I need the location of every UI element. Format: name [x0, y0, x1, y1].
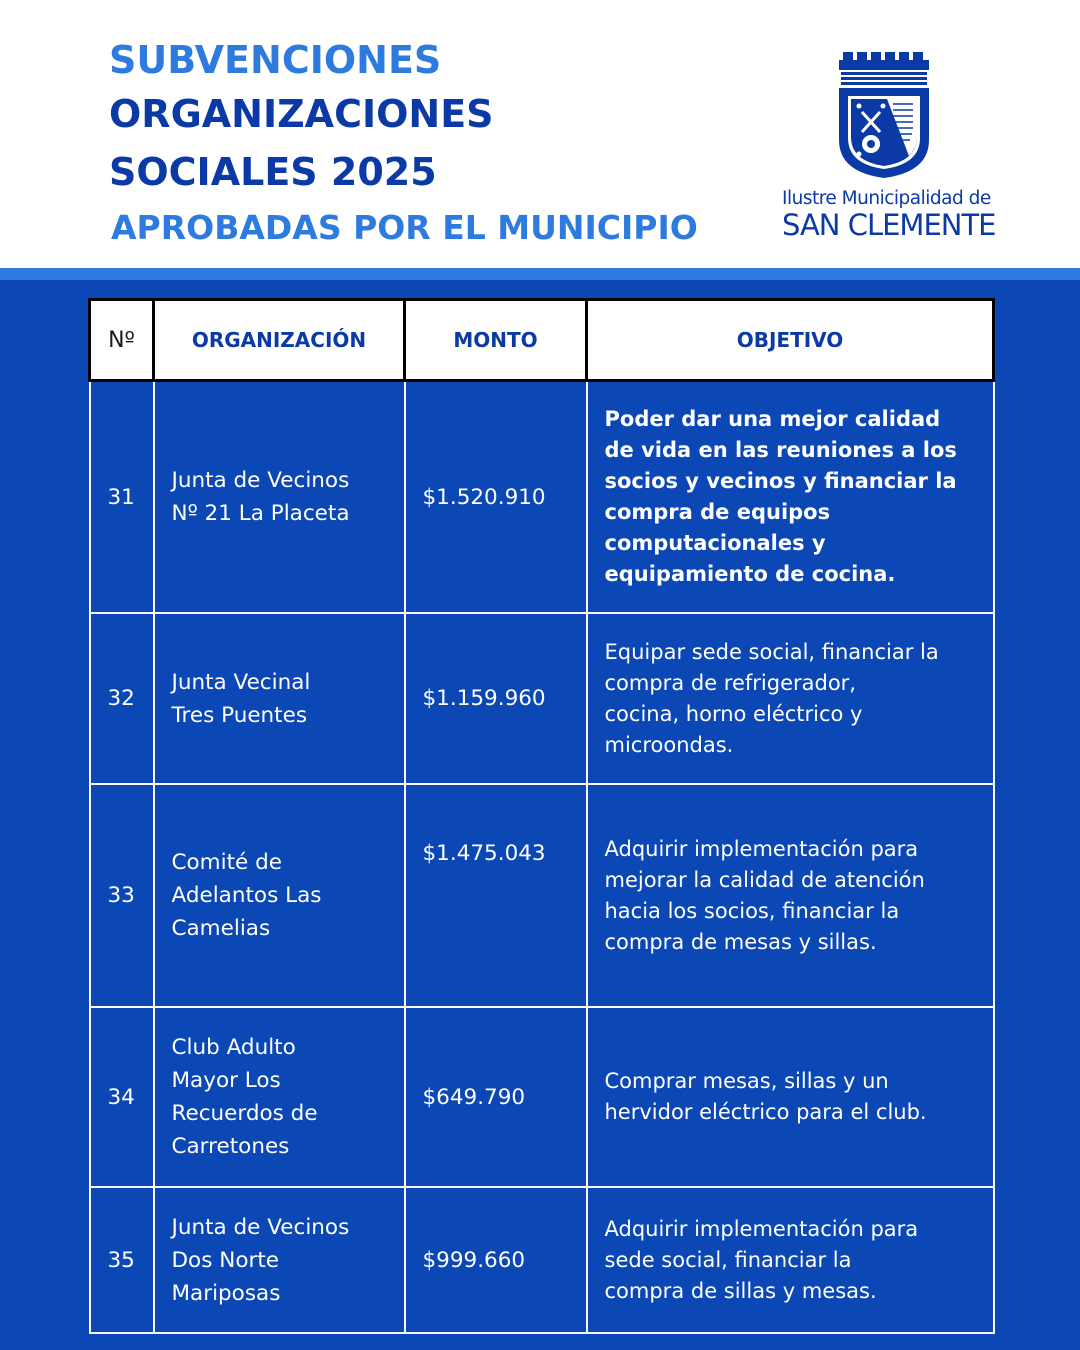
objective-line: computacionales y — [604, 531, 826, 555]
objective-line: compra de equipos — [604, 500, 831, 524]
row-number: 33 — [90, 784, 154, 1007]
objective-line: compra de sillas y mesas. — [604, 1278, 877, 1303]
table-row — [90, 1007, 994, 1187]
row-objective — [587, 1187, 994, 1333]
row-number: 35 — [90, 1187, 154, 1333]
municipal-shield-icon — [835, 48, 935, 180]
row-organization — [154, 1187, 405, 1333]
objective-line: socios y vecinos y financiar la — [604, 469, 957, 493]
row-amount: $999.660 — [405, 1187, 587, 1333]
org-line: Junta de Vecinos — [171, 1214, 350, 1240]
objective-line: hacia los socios, financiar la — [604, 898, 900, 923]
header — [0, 0, 1080, 268]
objective-line: mejorar la calidad de atención — [604, 867, 925, 892]
row-number: 34 — [90, 1007, 154, 1187]
objective-line: compra de refrigerador, — [604, 670, 856, 695]
org-line: Camelias — [171, 916, 271, 941]
org-line: Tres Puentes — [171, 702, 308, 728]
row-objective — [587, 1007, 994, 1187]
objective-line: equipamiento de cocina. — [604, 562, 896, 586]
table-row — [90, 381, 994, 614]
org-line: Nº 21 La Placeta — [171, 501, 350, 526]
table-row — [90, 1187, 994, 1333]
objective-line: microondas. — [604, 732, 734, 757]
org-line: Mayor Los — [171, 1068, 281, 1093]
logo-text-municipality: Ilustre Municipalidad de — [782, 188, 991, 209]
objective-line: Equipar sede social, financiar la — [604, 639, 939, 664]
objective-line: cocina, horno eléctrico y — [604, 701, 863, 726]
row-organization — [154, 613, 405, 784]
objective-line: sede social, financiar la — [604, 1247, 852, 1272]
row-amount: $649.790 — [405, 1007, 587, 1187]
table-header-row — [90, 300, 994, 381]
row-number: 31 — [90, 381, 154, 614]
title-line-2: ORGANIZACIONES — [109, 92, 494, 136]
logo-text-city: SAN CLEMENTE — [782, 208, 996, 242]
header-organization: ORGANIZACIÓN — [154, 300, 405, 381]
subtitle: APROBADAS POR EL MUNICIPIO — [111, 208, 698, 247]
row-organization — [154, 1007, 405, 1187]
objective-line: Adquirir implementación para — [604, 836, 919, 861]
row-amount: $1.159.960 — [405, 613, 587, 784]
objective-line: Comprar mesas, sillas y un — [604, 1069, 889, 1093]
org-line: Junta de Vecinos — [171, 468, 350, 493]
org-line: Comité de — [171, 850, 282, 875]
header-amount: MONTO — [405, 300, 587, 381]
row-organization — [154, 381, 405, 614]
org-line: Junta Vecinal — [171, 669, 311, 695]
org-line: Carretones — [171, 1134, 290, 1159]
org-line: Adelantos Las — [171, 883, 322, 908]
table-row — [90, 784, 994, 1007]
objective-line: Poder dar una mejor calidad — [604, 407, 941, 431]
org-line: Club Adulto — [171, 1035, 296, 1060]
org-line: Dos Norte — [171, 1247, 279, 1273]
row-objective — [587, 381, 994, 614]
row-objective — [587, 613, 994, 784]
row-amount: $1.520.910 — [405, 381, 587, 614]
row-amount: $1.475.043 — [405, 784, 587, 1007]
municipal-logo — [782, 48, 996, 248]
objective-line: hervidor eléctrico para el club. — [604, 1100, 927, 1124]
objective-line: de vida en las reuniones a los — [604, 438, 957, 462]
header-objective: OBJETIVO — [587, 300, 994, 381]
org-line: Recuerdos de — [171, 1101, 318, 1126]
accent-stripe — [0, 268, 1080, 280]
row-number: 32 — [90, 613, 154, 784]
table-row — [90, 613, 994, 784]
objective-line: compra de mesas y sillas. — [604, 929, 877, 954]
row-organization — [154, 784, 405, 1007]
org-line: Mariposas — [171, 1280, 281, 1306]
row-objective — [587, 784, 994, 1007]
title-line-3: SOCIALES 2025 — [109, 150, 437, 194]
header-number: Nº — [90, 300, 154, 381]
title-line-1: SUBVENCIONES — [109, 38, 442, 82]
objective-line: Adquirir implementación para — [604, 1216, 919, 1241]
subsidies-table — [88, 298, 995, 1334]
